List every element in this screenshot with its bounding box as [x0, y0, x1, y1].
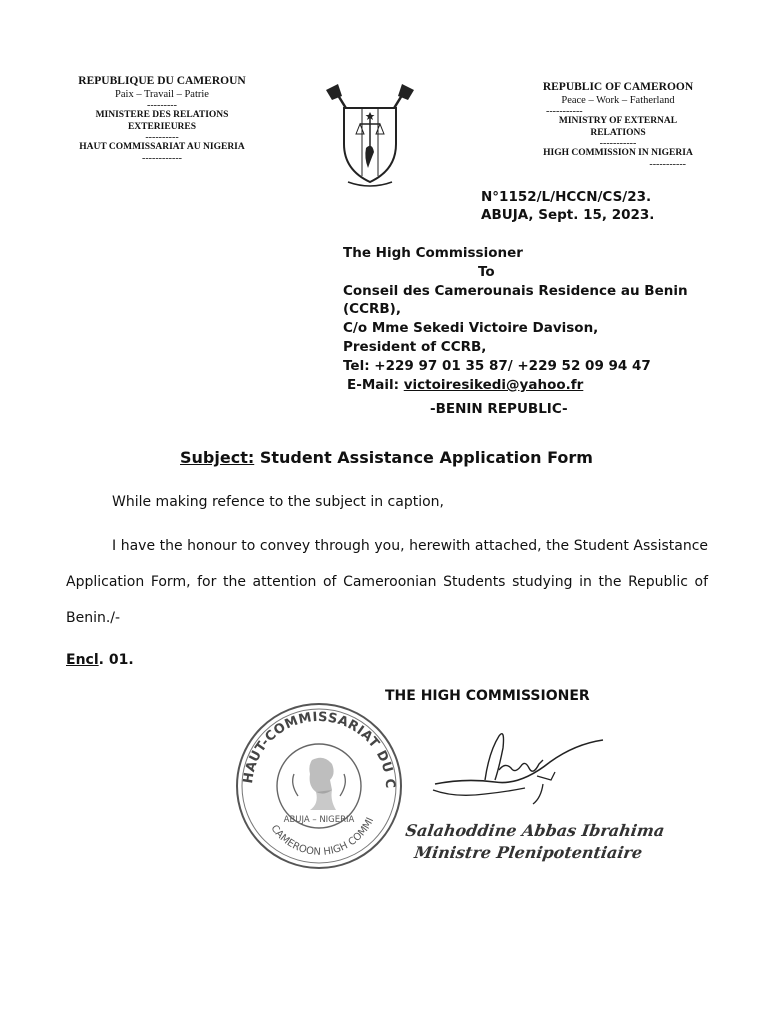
email-line: [343, 376, 688, 395]
reference-block: [481, 188, 654, 224]
coat-of-arms: [322, 82, 418, 192]
signatory-title: THE HIGH COMMISSIONER: [385, 688, 590, 704]
mission-en: HIGH COMMISSION IN NIGERIA: [543, 148, 693, 158]
signatory-rank: Ministre Plenipotentiaire: [413, 843, 644, 862]
telephone: Tel: +229 97 01 35 87/ +229 52 09 94 47: [343, 357, 651, 374]
enclosure-label: Encl: [66, 652, 99, 668]
divider-fr-2: ----------: [145, 132, 179, 143]
enclosure-count: . 01.: [98, 652, 134, 668]
country-name-en: REPUBLIC OF CAMEROON: [542, 81, 694, 93]
recipient-role: President of CCRB,: [343, 338, 487, 355]
body-paragraph-1: While making refence to the subject in caption,: [112, 494, 444, 510]
enclosure: [66, 652, 134, 668]
address-block: [343, 244, 688, 419]
subject-label: Subject:: [180, 448, 255, 467]
official-stamp: [232, 700, 407, 870]
place-date: ABUJA, Sept. 15, 2023.: [481, 207, 655, 223]
body-paragraph-2: I have the honour to convey through you, herewith attached, the Student Assistance Application Form, for the attention of Cameroonian Students studying in the Republic of Benin./-: [66, 538, 708, 626]
divider-en-2: -----------: [599, 138, 637, 149]
to-label: To: [478, 263, 495, 280]
ministry-fr: MINISTERE DES RELATIONS EXTERIEURES: [95, 110, 229, 132]
sender: The High Commissioner: [343, 245, 523, 261]
recipient-country: -BENIN REPUBLIC-: [430, 401, 568, 418]
header-french: [62, 75, 262, 163]
stamp-bottom-text: CAMEROON HIGH COMMI: [268, 816, 377, 858]
signatory-name: Salahoddine Abbas Ibrahima: [404, 821, 666, 840]
divider-fr-3: ------------: [142, 152, 182, 164]
care-of: C/o Mme Sekedi Victoire Davison,: [343, 320, 599, 337]
mission-fr: HAUT COMMISSARIAT AU NIGERIA: [79, 142, 245, 152]
signature-icon: [425, 722, 610, 807]
reference-number: N°1152/L/HCCN/CS/23.: [481, 189, 652, 205]
motto-fr: Paix – Travail – Patrie: [115, 89, 209, 100]
signatory-name-block: [401, 820, 667, 864]
header-english: [518, 81, 718, 169]
country-name-fr: REPUBLIQUE DU CAMEROUN: [78, 75, 246, 87]
divider-fr-1: ---------: [147, 100, 177, 111]
stamp-seal-icon: [232, 700, 407, 870]
subject-line: [180, 448, 593, 467]
stamp-inner-text: ABUJA – NIGERIA: [283, 815, 355, 825]
email-label: E-Mail:: [347, 376, 400, 393]
ministry-en: MINISTRY OF EXTERNAL RELATIONS: [558, 116, 678, 138]
stamp-outer-text: HAUT-COMMISSARIAT DU C: [241, 709, 398, 790]
divider-en-3: -----------: [649, 158, 686, 170]
recipient: Conseil des Camerounais Residence au Benin (CCRB),: [343, 282, 688, 318]
email-link[interactable]: victoiresikedi@yahoo.fr: [403, 376, 584, 393]
motto-en: Peace – Work – Fatherland: [561, 95, 675, 106]
handwritten-signature: [425, 722, 610, 807]
divider-en-1: -----------: [546, 106, 583, 117]
coat-of-arms-icon: [322, 82, 418, 192]
subject-text: Student Assistance Application Form: [259, 448, 593, 467]
